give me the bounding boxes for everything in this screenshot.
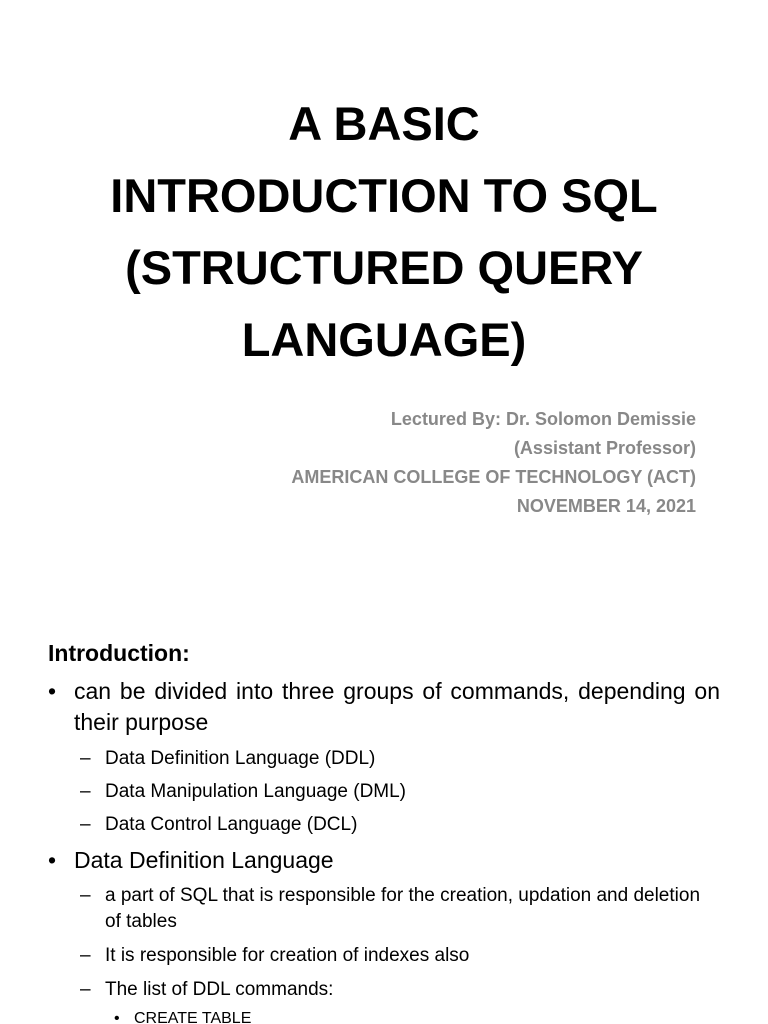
- sub-item-text: It is responsible for creation of indexes also: [105, 945, 470, 966]
- sub-item-text: Data Manipulation Language (DML): [105, 781, 407, 802]
- dash-mark: –: [80, 781, 91, 802]
- bullet-mark: •: [114, 1010, 120, 1024]
- sub-sub-item-text: CREATE TABLE: [134, 1010, 252, 1024]
- sub-item: [76, 746, 720, 772]
- lecturer-rank: (Assistant Professor): [513, 438, 696, 458]
- title-line: LANGUAGE): [241, 313, 527, 366]
- slide-title: [60, 88, 708, 376]
- bullet-text: can be divided into three groups of commands, depending on their purpose: [74, 678, 720, 735]
- sub-item: [76, 883, 720, 935]
- sub-item-text: Data Control Language (DCL): [105, 814, 358, 835]
- bullet-mark: •: [48, 847, 57, 873]
- sub-item-text: Data Definition Language (DDL): [105, 748, 376, 769]
- dash-mark: –: [80, 979, 91, 1000]
- title-line: A BASIC: [288, 97, 480, 150]
- institution-name: AMERICAN COLLEGE OF TECHNOLOGY (ACT): [291, 467, 696, 487]
- dash-mark: –: [80, 945, 91, 966]
- lecture-date: NOVEMBER 14, 2021: [516, 496, 696, 516]
- sub-item: [76, 779, 720, 805]
- bullet-item: [48, 845, 720, 876]
- bullet-mark: •: [48, 678, 57, 704]
- lecturer-name: Lectured By: Dr. Solomon Demissie: [390, 409, 696, 429]
- slide-subtitle: [291, 405, 696, 521]
- introduction-slide: [0, 600, 768, 1024]
- dash-mark: –: [80, 814, 91, 835]
- sub-item: [76, 977, 720, 1003]
- sub-item: [76, 943, 720, 969]
- title-line: (STRUCTURED QUERY: [125, 241, 643, 294]
- sub-sub-item: [114, 1008, 714, 1024]
- sub-item-text: The list of DDL commands:: [105, 979, 334, 1000]
- bullet-text: Data Definition Language: [74, 847, 334, 873]
- dash-mark: –: [80, 885, 91, 906]
- title-line: INTRODUCTION TO SQL: [110, 169, 658, 222]
- dash-mark: –: [80, 748, 91, 769]
- sub-item-text: a part of SQL that is responsible for the creation, updation and deletion of tables: [105, 885, 701, 932]
- sub-item: [76, 812, 720, 838]
- slide-heading: Introduction:: [48, 640, 190, 666]
- bullet-item: [48, 676, 720, 738]
